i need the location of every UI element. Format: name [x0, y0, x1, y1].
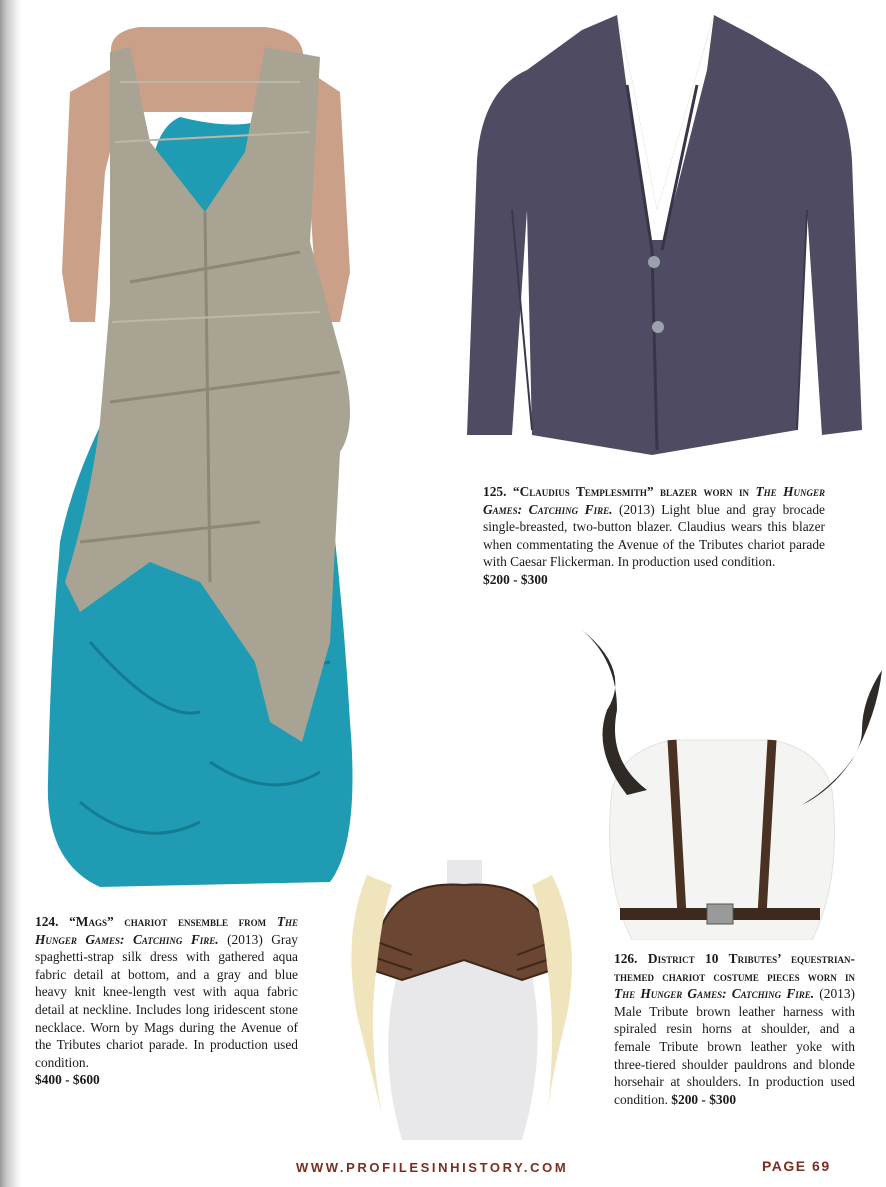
- mags-ensemble-photo: [40, 22, 370, 892]
- female-yoke-horsehair-photo: [342, 855, 582, 1140]
- claudius-blazer-photo: [452, 10, 882, 470]
- lot-film: The Hunger Games: Catching Fire.: [35, 914, 298, 947]
- lot-title: “Claudius Templesmith” blazer worn in: [512, 484, 749, 499]
- lot-film: The Hunger Games: Catching Fire.: [614, 986, 815, 1002]
- lot-price: $200 - $300: [671, 1091, 737, 1107]
- page-spine-shadow: [0, 0, 22, 1187]
- lot-number: 124.: [35, 914, 59, 929]
- lot-number: 125.: [483, 484, 507, 499]
- lot-number: 126.: [614, 951, 638, 966]
- male-harness-horns-photo: [562, 630, 886, 940]
- lot-price: $400 - $600: [35, 1072, 100, 1088]
- lot-126-description: [614, 950, 855, 1108]
- lot-125-description: [483, 483, 825, 589]
- lot-124-description: [35, 913, 298, 1089]
- lot-film: The Hunger Games: Catching Fire.: [483, 484, 825, 517]
- lot-title: District 10 Tributes’ equestrian-themed chariot costume pieces worn in: [614, 951, 855, 984]
- lot-title: “Mags” chariot ensemble from: [69, 914, 267, 929]
- lot-text: (2013) Male Tribute brown leather harness with spiraled resin horns at shoulder, and a female Tribute brown leather yoke with three-tiered shoulder pauldrons and blonde horsehair at shoulders. In production used condition.: [614, 986, 855, 1107]
- lot-price: $200 - $300: [483, 571, 548, 587]
- page-number: PAGE 69: [762, 1158, 831, 1174]
- lot-text: (2013) Light blue and gray brocade single-breasted, two-button blazer. Claudius wears this blazer when commentating the Avenue of the Tributes chariot parade with Caesar Flickerman. In production used condition.: [483, 501, 825, 570]
- website-url[interactable]: WWW.PROFILESINHISTORY.COM: [296, 1160, 569, 1175]
- lot-text: (2013) Gray spaghetti-strap silk dress with gathered aqua fabric detail at bottom, and a gray and blue heavy knit knee-length vest with aqua fabric detail at neckline. Includes long iridescent stone necklace. Worn by Mags during the Avenue of the Tributes chariot parade. In production used condition.: [35, 931, 298, 1070]
